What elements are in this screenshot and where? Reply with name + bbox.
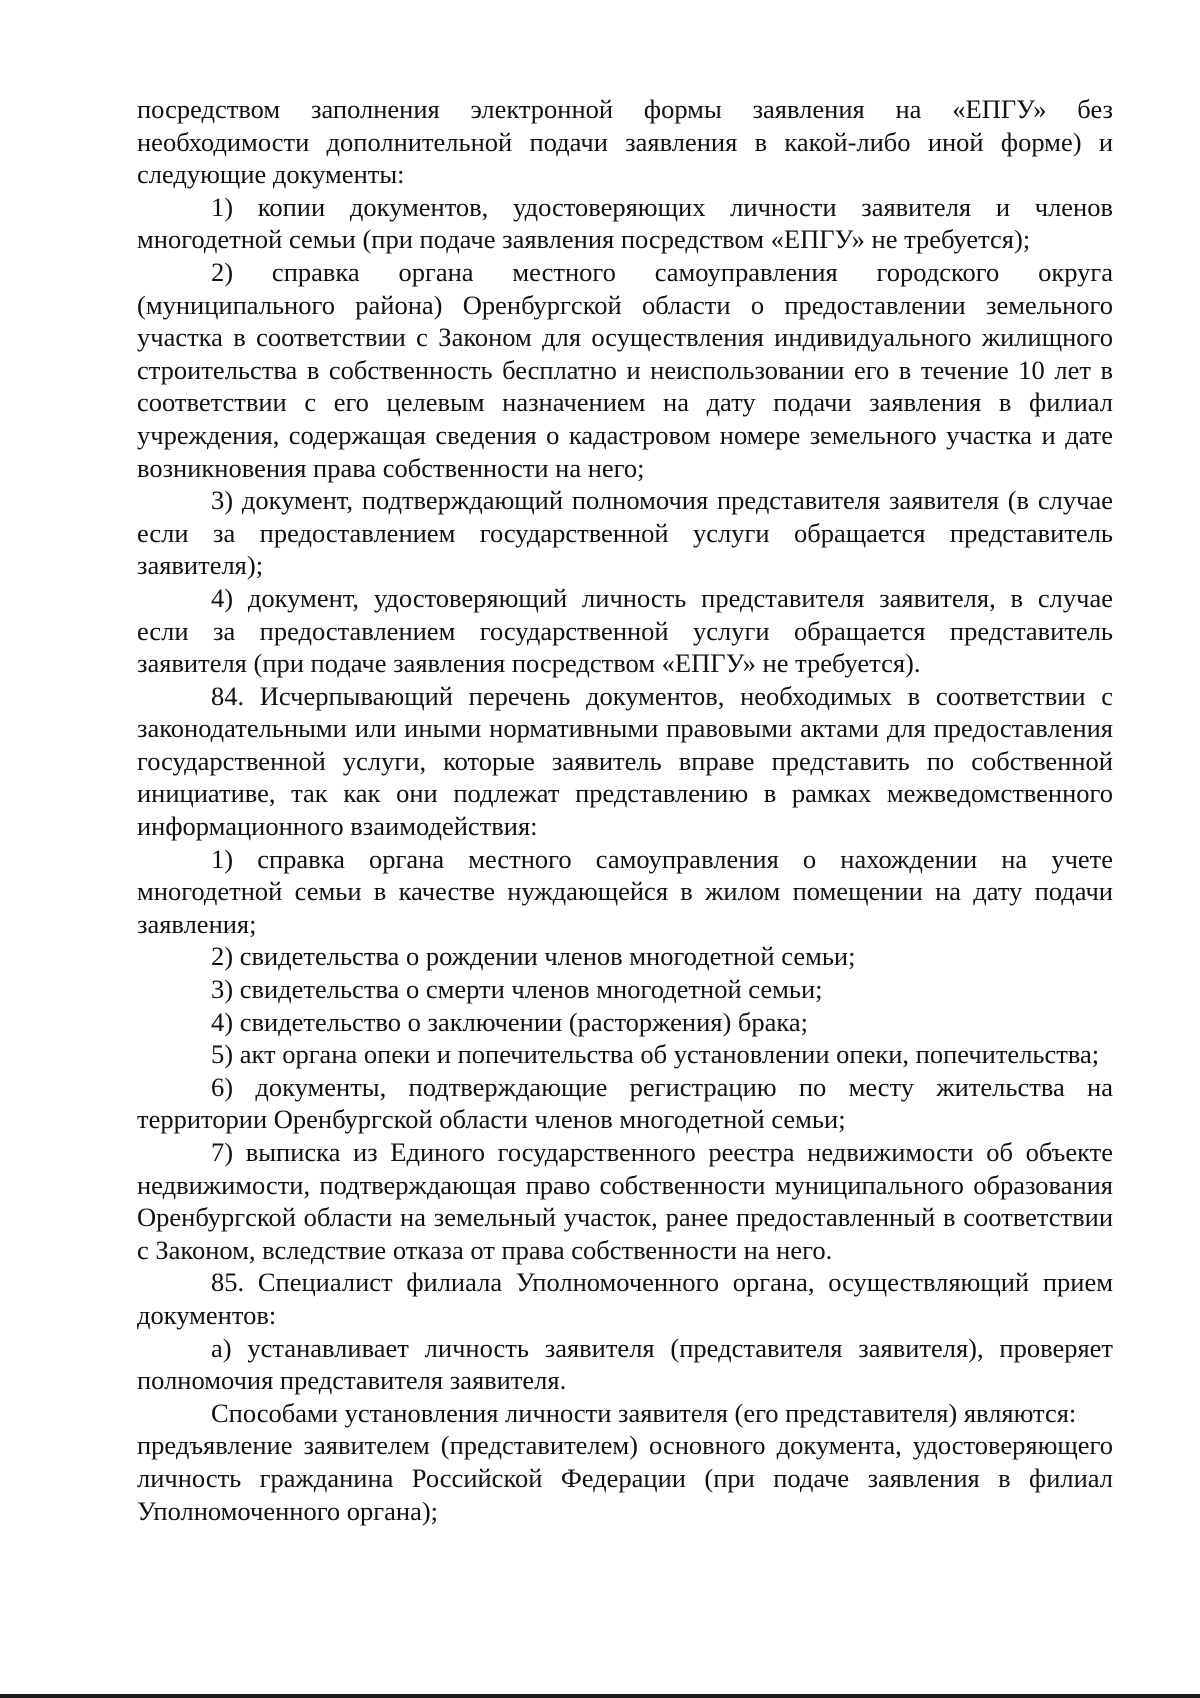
list-item-birth-certificates: 2) свидетельства о рождении членов многодетной семьи; [211, 941, 856, 972]
list-item-residence-registration: 6) документы, подтверждающие регистрацию по месту жительства на территории Оренбургской области членов многодетной семьи; [137, 1071, 1113, 1135]
list-item-guardianship-act: 5) акт органа опеки и попечительства об установлении опеки, попечительства; [211, 1039, 1100, 1070]
list-item-power-of-attorney: 3) документ, подтверждающий полномочия представителя заявителя (в случае если за предоставлением государственной услуги обращается представитель заявителя); [137, 485, 1113, 581]
scan-bottom-edge [0, 1694, 1200, 1698]
clause-85: 85. Специалист филиала Уполномоченного органа, осуществляющий прием документов: [137, 1267, 1113, 1330]
paragraph-id-presentation: предъявление заявителем (представителем) основного документа, удостоверяющего личность гражданина Российской Федерации (при подаче заявления в филиал Уполномоченного органа); [137, 1430, 1113, 1526]
list-item-marriage-certificate: 4) свидетельство о заключении (расторжения) брака; [211, 1006, 809, 1037]
list-item-land-plot-certificate: 2) справка органа местного самоуправления городского округа (муниципального района) Оренбургской области о предоставлении земельного участка в соответствии с Законом для осуществления индивидуального жилищного строительства в собственность бесплатно и неиспользовании его в течение 10 лет в соответствии с его целевым назначением на дату подачи заявления в филиал учреждения, содержащая сведения о кадастровом номере земельного участка и дате возникновения права собственности на него; [137, 256, 1113, 483]
paragraph-identification-methods: Способами установления личности заявителя (его представителя) являются: [211, 1397, 1077, 1428]
list-item-real-estate-extract: 7) выписка из Единого государственного реестра недвижимости об объекте недвижимости, подтверждающая право собственности муниципального образования Оренбургской области на земельный участок, ранее предоставленный в соответствии с Законом, вследствие отказа от права собственности на него. [137, 1137, 1113, 1265]
list-item-representative-id: 4) документ, удостоверяющий личность представителя заявителя, в случае если за предоставлением государственной услуги обращается представитель заявителя (при подаче заявления посредством «ЕПГУ» не требуется). [137, 582, 1113, 679]
clause-84: 84. Исчерпывающий перечень документов, необходимых в соответствии с законодательными или иными нормативными правовыми актами для предоставления государственной услуги, которые заявитель вправе представить по собственной инициативе, так как они подлежат представлению в рамках межведомственного информационного взаимодействия: [137, 680, 1113, 842]
list-item-copies-of-id-documents: 1) копии документов, удостоверяющих личности заявителя и членов многодетной семьи (при подаче заявления посредством «ЕПГУ» не требуется); [137, 191, 1113, 255]
document-page [137, 93, 1113, 1527]
paragraph-intro-continuation: посредством заполнения электронной формы заявления на «ЕПГУ» без необходимости дополнительной подачи заявления в какой-либо иной форме) и следующие документы: [137, 94, 1113, 190]
list-item-death-certificates: 3) свидетельства о смерти членов многодетной семьи; [211, 974, 823, 1005]
list-item-identity-verification: а) устанавливает личность заявителя (представителя заявителя), проверяет полномочия представителя заявителя. [137, 1332, 1113, 1396]
list-item-housing-registration-certificate: 1) справка органа местного самоуправления о нахождении на учете многодетной семьи в качестве нуждающейся в жилом помещении на дату подачи заявления; [137, 843, 1113, 939]
